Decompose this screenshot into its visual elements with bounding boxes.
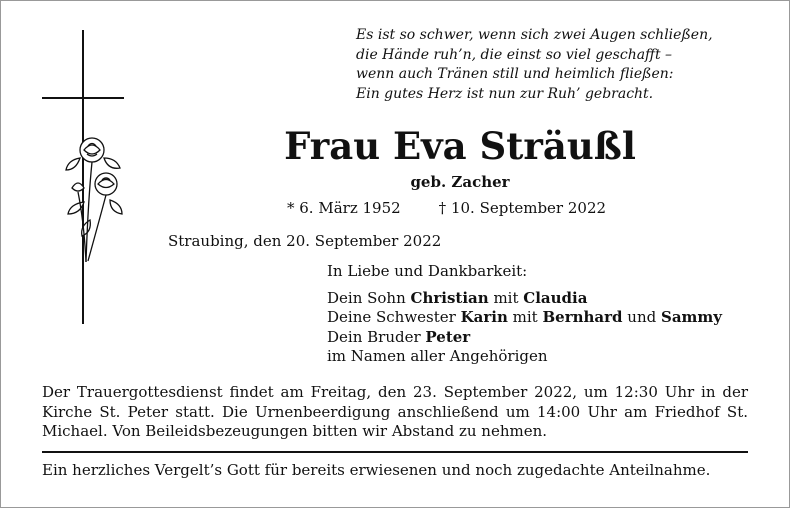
mourner-line xyxy=(327,328,722,348)
poem-line: Es ist so schwer, wenn sich zwei Augen schließen, xyxy=(356,27,713,43)
service-announcement: Der Trauergottesdienst findet am Freitag, den 23. September 2022, um 12:30 Uhr in der Kirche St. Peter statt. Die Urnenbeerdigung anschließend um 14:00 Uhr am Friedhof St. Michael. Von Beileidsbezeugungen bitten wir Abstand zu nehmen. xyxy=(42,383,748,440)
divider xyxy=(42,451,748,453)
text: Deine Schwester xyxy=(327,308,461,327)
mourner-name: Sammy xyxy=(660,308,722,327)
poem-line: wenn auch Tränen still und heimlich fließen: xyxy=(356,66,674,82)
mourner-line xyxy=(327,308,722,328)
mourner-name: Bernhard xyxy=(542,308,623,327)
deceased-name: Frau Eva Sträußl xyxy=(284,124,636,168)
poem-line: die Hände ruh’n, die einst so viel geschafft – xyxy=(356,46,673,63)
death-date: † 10. September 2022 xyxy=(438,199,607,217)
maiden-name: geb. Zacher xyxy=(410,173,510,191)
text: mit xyxy=(507,308,543,327)
life-dates xyxy=(287,198,606,218)
cross-horizontal-bar xyxy=(42,97,124,99)
text: mit xyxy=(488,288,524,307)
mourners-list xyxy=(327,262,722,367)
roses-icon xyxy=(60,128,130,268)
mourner-line: im Namen aller Angehörigen xyxy=(327,347,548,366)
birth-date: * 6. März 1952 xyxy=(287,199,401,217)
text: und xyxy=(622,308,661,327)
mourner-name: Karin xyxy=(460,308,508,327)
mourners-intro: In Liebe und Dankbarkeit: xyxy=(327,262,528,280)
poem-line: Ein gutes Herz ist nun zur Ruh’ gebracht. xyxy=(356,85,654,102)
poem xyxy=(356,26,776,104)
text: Dein Sohn xyxy=(327,288,411,307)
mourner-name: Claudia xyxy=(523,288,588,307)
mourner-line xyxy=(327,289,722,309)
thanks-note: Ein herzliches Vergelt’s Gott für bereits erwiesenen und noch zugedachte Anteilnahme. xyxy=(42,461,711,479)
mourner-name: Peter xyxy=(425,327,471,346)
mourner-name: Christian xyxy=(410,288,489,307)
place-and-date: Straubing, den 20. September 2022 xyxy=(168,232,442,250)
text: Dein Bruder xyxy=(327,327,426,346)
